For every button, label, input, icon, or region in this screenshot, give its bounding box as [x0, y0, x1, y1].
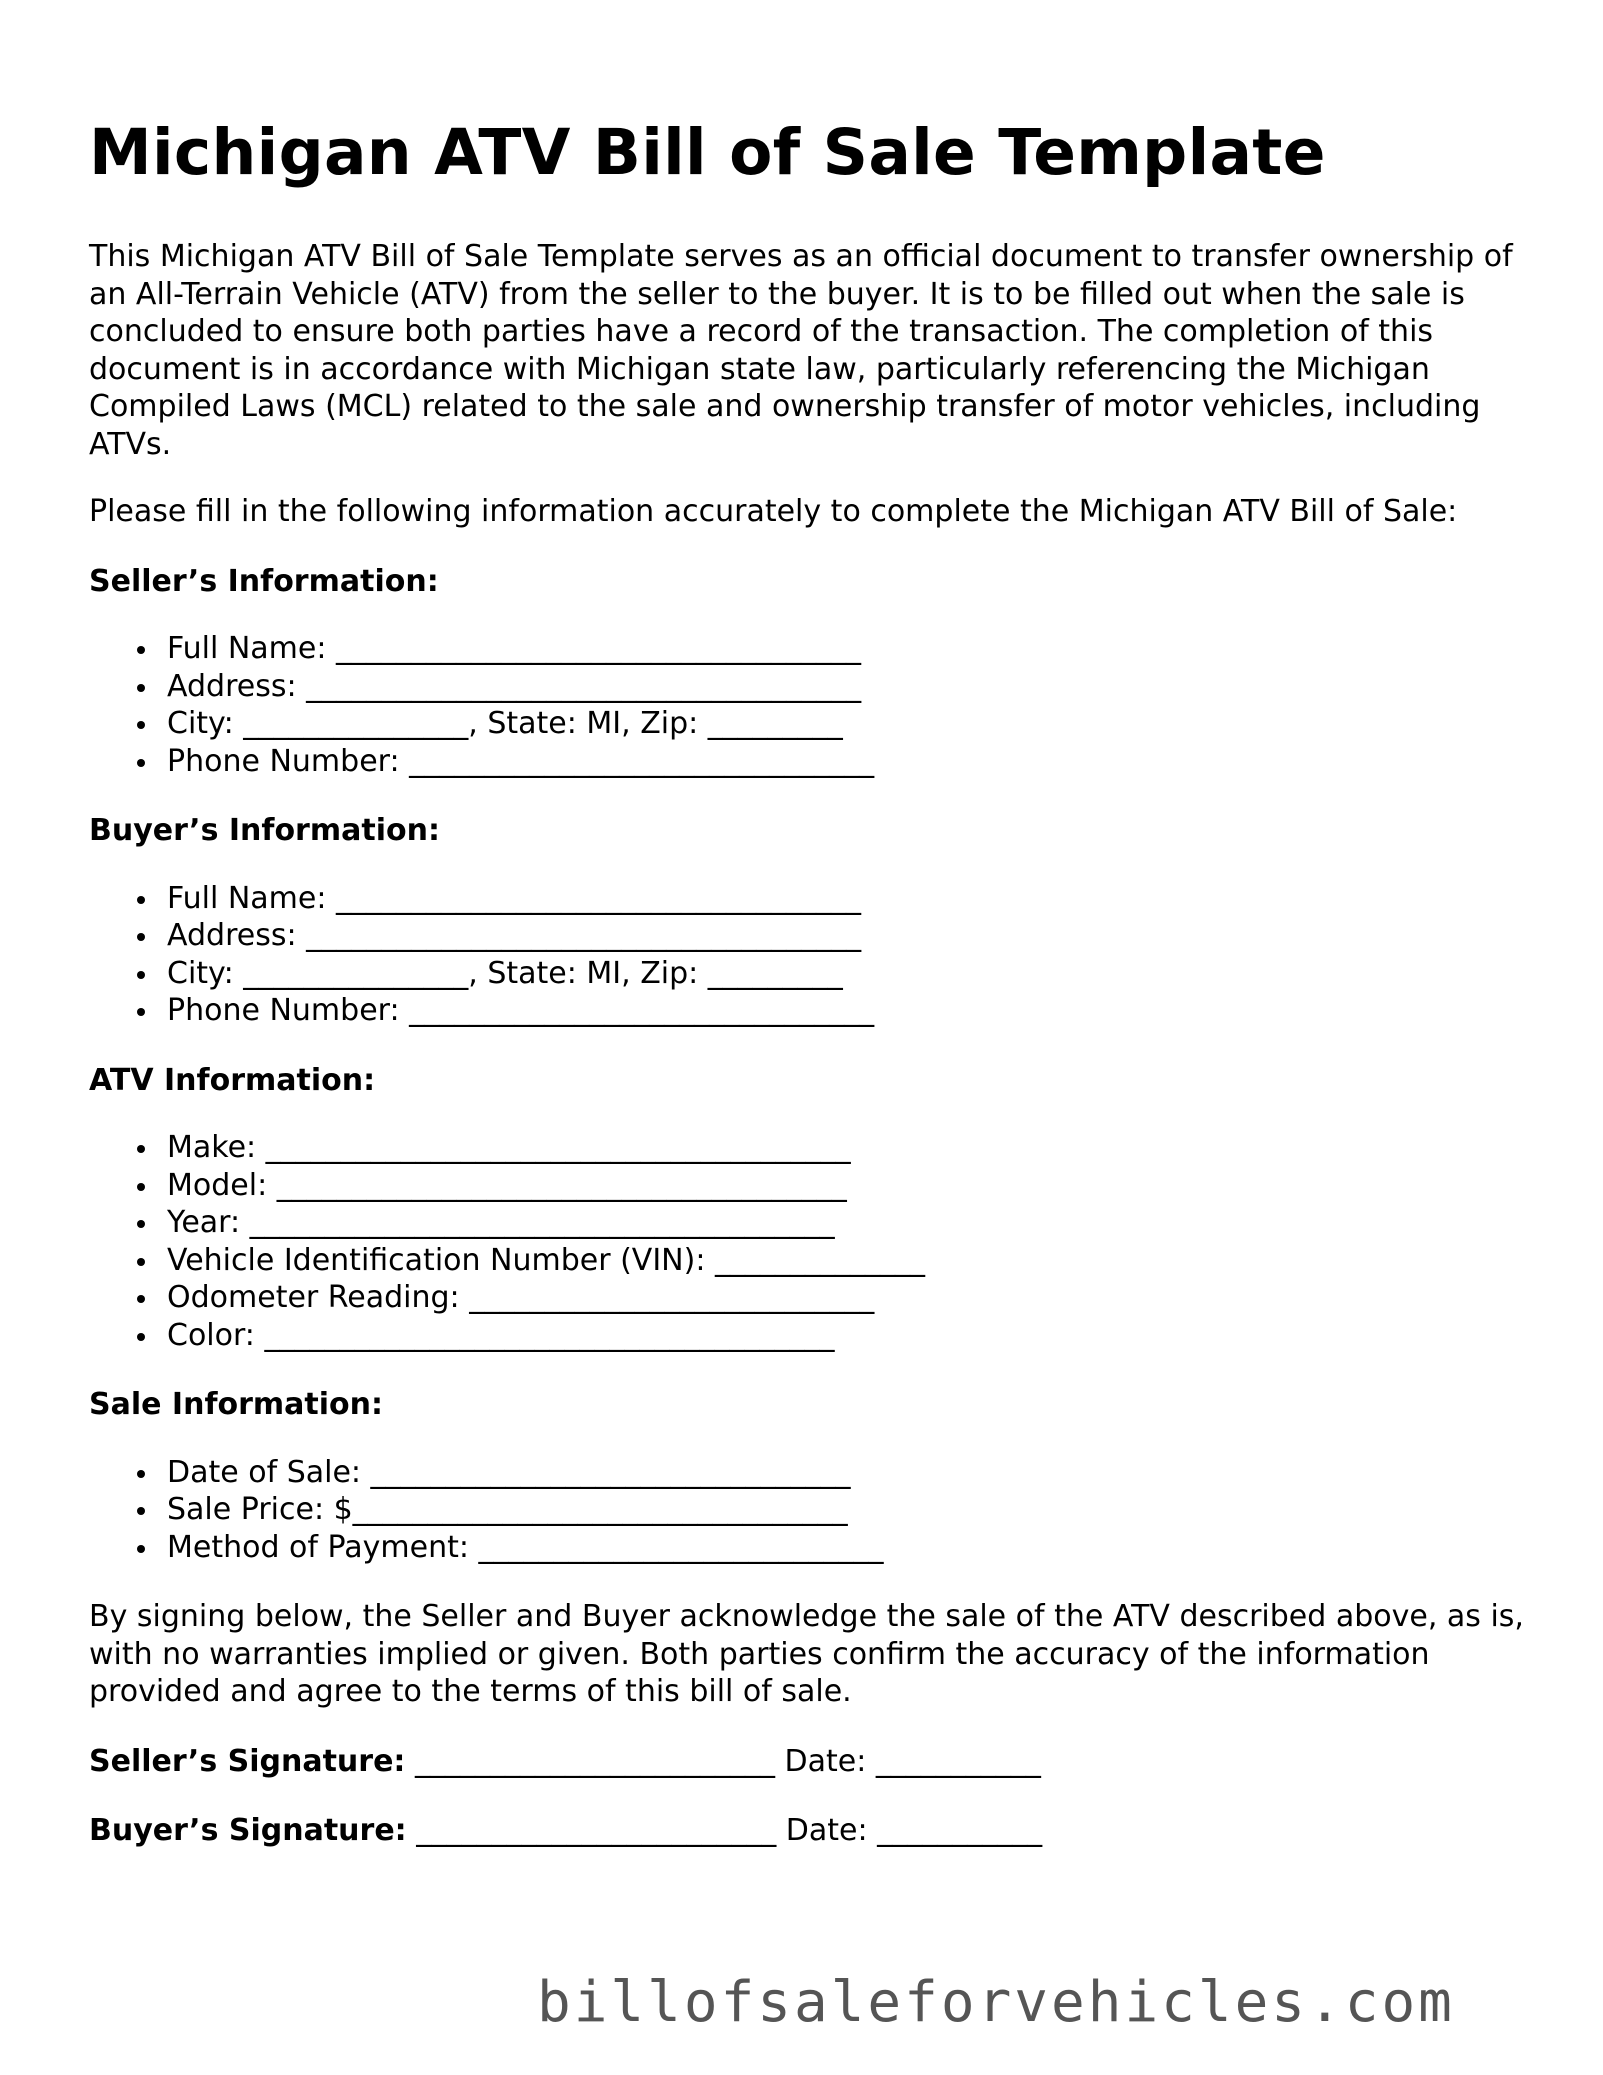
- atv-section-heading: ATV Information:: [89, 1062, 376, 1098]
- seller-signature-blanks[interactable]: ________________________ Date: ___________: [405, 1743, 1041, 1779]
- instructions-paragraph: Please fill in the following information accurately to complete the Michigan ATV Bill of Sale:: [89, 494, 1458, 529]
- website-watermark: billofsaleforvehicles.com: [537, 1970, 1455, 2035]
- document-page: [89, 108, 1529, 1850]
- document-title: Michigan ATV Bill of Sale Template: [89, 116, 1326, 189]
- buyer-full-name-field[interactable]: Full Name: ___________________________________: [167, 880, 1529, 918]
- seller-section-heading: Seller’s Information:: [89, 563, 439, 599]
- atv-color-field[interactable]: Color: ______________________________________: [167, 1317, 1529, 1355]
- buyer-signature-label: Buyer’s Signature:: [89, 1813, 407, 1848]
- atv-vin-field[interactable]: Vehicle Identification Number (VIN): ______________: [167, 1242, 1529, 1280]
- buyer-fields-list: [89, 880, 1529, 1030]
- seller-address-field[interactable]: Address: _____________________________________: [167, 668, 1529, 706]
- seller-full-name-field[interactable]: Full Name: ___________________________________: [167, 630, 1529, 668]
- sale-date-field[interactable]: Date of Sale: ________________________________: [167, 1454, 1529, 1492]
- seller-phone-field[interactable]: Phone Number: _______________________________: [167, 743, 1529, 781]
- buyer-city-state-zip-field[interactable]: City: _______________, State: MI, Zip: _________: [167, 955, 1529, 993]
- buyer-address-field[interactable]: Address: _____________________________________: [167, 917, 1529, 955]
- acknowledgement-paragraph: By signing below, the Seller and Buyer acknowledge the sale of the ATV described above, as is, with no warranties implied or given. Both parties confirm the accuracy of the information provided and agree to the terms of this bill of sale.: [89, 1599, 1524, 1709]
- atv-make-field[interactable]: Make: _______________________________________: [167, 1129, 1529, 1167]
- buyer-signature-blanks[interactable]: ________________________ Date: ___________: [406, 1813, 1043, 1848]
- atv-fields-list: [89, 1129, 1529, 1354]
- sale-section-heading: Sale Information:: [89, 1387, 383, 1422]
- atv-odometer-field[interactable]: Odometer Reading: ___________________________: [167, 1279, 1529, 1317]
- seller-city-state-zip-field[interactable]: City: _______________, State: MI, Zip: _________: [167, 705, 1529, 743]
- atv-model-field[interactable]: Model: ______________________________________: [167, 1167, 1529, 1205]
- seller-signature-line[interactable]: [89, 1743, 1529, 1781]
- seller-signature-label: Seller’s Signature:: [89, 1743, 406, 1779]
- sale-price-field[interactable]: Sale Price: $_________________________________: [167, 1491, 1529, 1529]
- buyer-phone-field[interactable]: Phone Number: _______________________________: [167, 992, 1529, 1030]
- payment-method-field[interactable]: Method of Payment: ___________________________: [167, 1529, 1529, 1567]
- intro-paragraph: This Michigan ATV Bill of Sale Template serves as an official document to transfer ownership of an All-Terrain Vehicle (ATV) from the seller to the buyer. It is to be filled out when the sale is concluded to ensure both parties have a record of the transaction. The completion of this document is in accordance with Michigan state law, particularly referencing the Michigan Compiled Laws (MCL) related to the sale and ownership transfer of motor vehicles, including ATVs.: [89, 239, 1513, 462]
- seller-fields-list: [89, 630, 1529, 780]
- sale-fields-list: [89, 1454, 1529, 1567]
- buyer-signature-line[interactable]: [89, 1812, 1529, 1850]
- atv-year-field[interactable]: Year: _______________________________________: [167, 1204, 1529, 1242]
- buyer-section-heading: Buyer’s Information:: [89, 813, 440, 848]
